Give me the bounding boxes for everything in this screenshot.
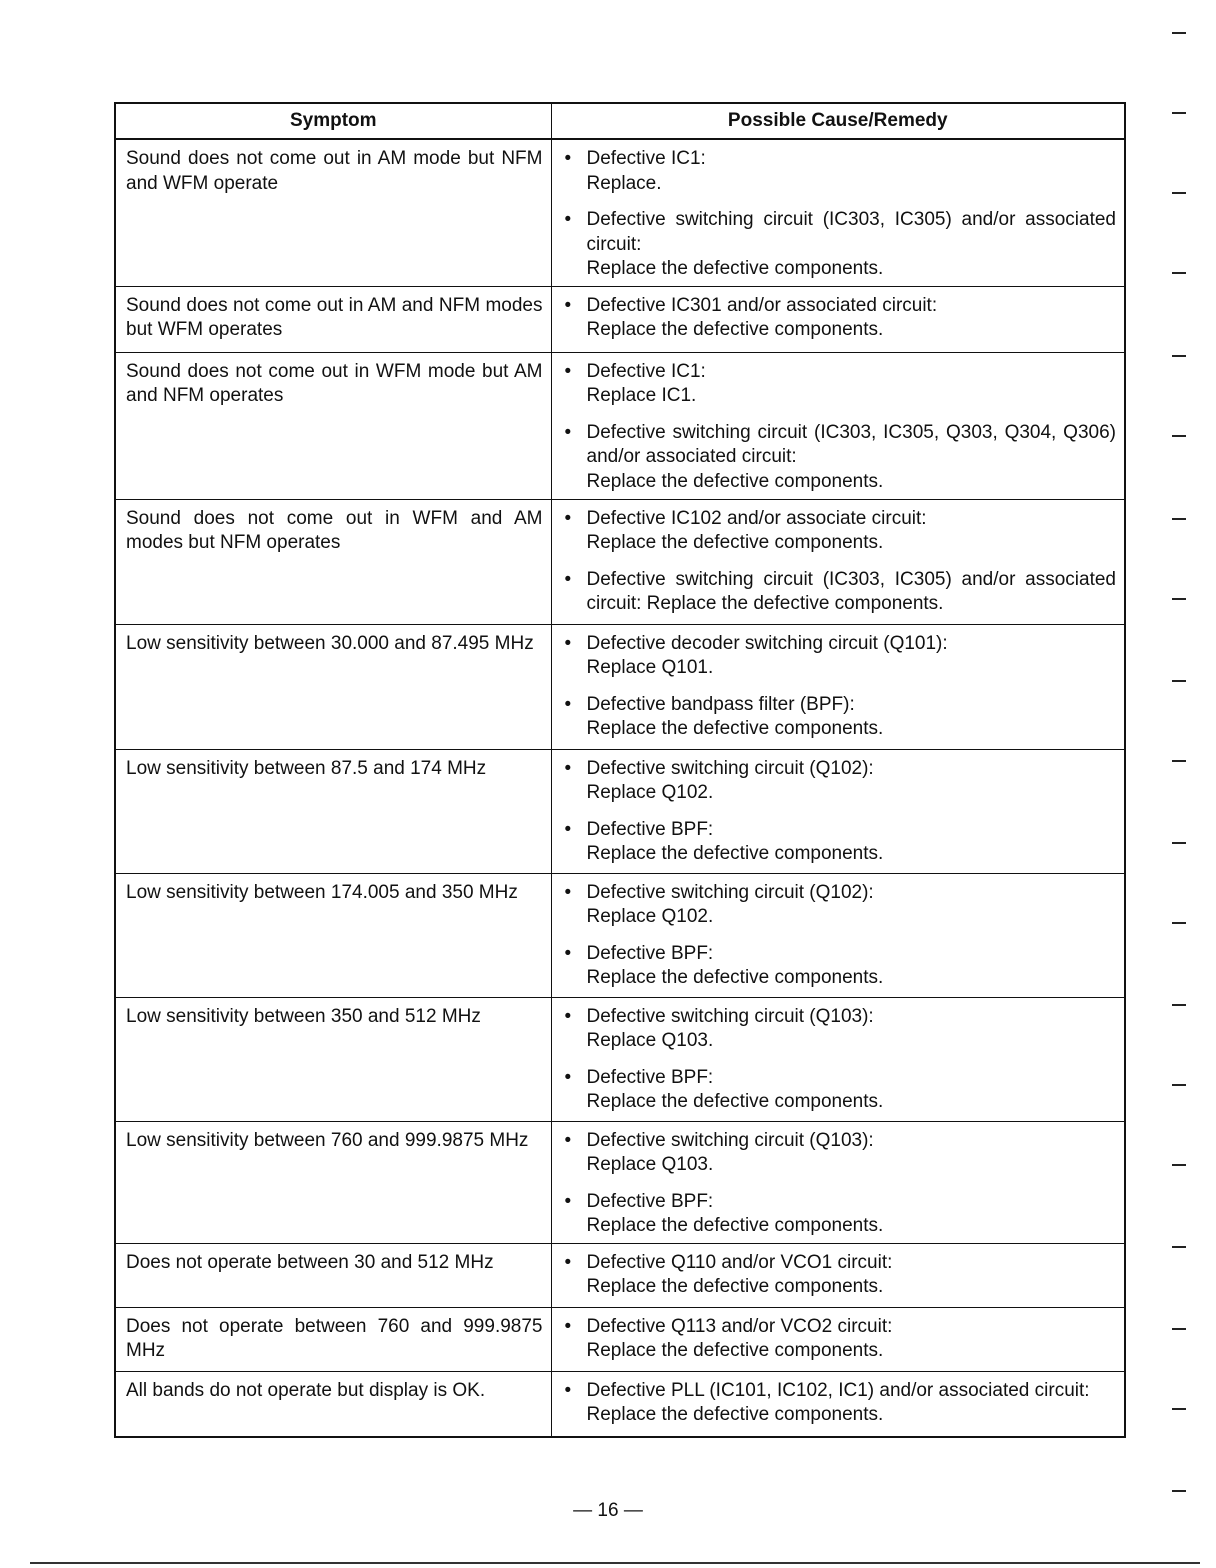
cause-item [562,1066,1117,1115]
margin-tick [1172,680,1186,682]
margin-tick [1172,1084,1186,1086]
bullet-icon: • [564,818,572,840]
remedy-text: Replace the defective components. [586,1215,884,1236]
remedy-text: Replace Q103. [586,1030,714,1051]
cause-item [562,421,1117,495]
bullet-icon: • [564,1190,572,1212]
margin-tick [1172,1408,1186,1410]
margin-tick [1172,1490,1186,1492]
symptom-cell: Low sensitivity between 30.000 and 87.495 MHz [115,624,551,749]
table-row [115,624,1125,749]
table-row [115,352,1125,499]
cause-item [562,360,1117,409]
remedy-text: Replace Q102. [586,782,714,803]
symptom-cell: Low sensitivity between 350 and 512 MHz [115,997,551,1121]
table-row [115,499,1125,624]
cause-cell [551,139,1125,286]
cause-list [562,294,1117,343]
symptom-cell: Sound does not come out in WFM mode but AM and NFM operates [115,352,551,499]
bullet-icon: • [564,1066,572,1088]
symptom-column-header: Symptom [115,103,551,139]
bullet-icon: • [564,632,572,654]
cause-item [562,1251,1117,1300]
cause-item [562,1315,1117,1364]
remedy-text: Replace. [586,172,662,194]
table-row [115,1371,1125,1437]
cause-text: Defective bandpass filter (BPF): [586,693,855,715]
cause-text: Defective decoder switching circuit (Q101): [586,632,948,654]
margin-tick [1172,1328,1186,1330]
bullet-icon: • [564,421,572,443]
cause-cell [551,499,1125,624]
bullet-icon: • [564,693,572,715]
cause-cell [551,1243,1125,1307]
cause-text: Defective IC1: [586,360,706,382]
table-row [115,139,1125,286]
cause-item [562,632,1117,681]
table-row [115,1307,1125,1371]
cause-text: Defective Q110 and/or VCO1 circuit: [586,1251,893,1273]
symptom-cell: Sound does not come out in AM mode but NFM and WFM operate [115,139,551,286]
table-header-row [115,103,1125,139]
cause-text: Defective switching circuit (IC303, IC305, Q303, Q304, Q306) and/or associated circuit: [586,421,1116,467]
cause-text: Defective Q113 and/or VCO2 circuit: [586,1315,893,1337]
table-row [115,749,1125,873]
cause-item [562,1129,1117,1178]
margin-tick [1172,518,1186,520]
margin-tick [1172,112,1186,114]
troubleshooting-table [114,102,1126,1438]
cause-item [562,881,1117,930]
remedy-text: Replace Q103. [586,1154,714,1175]
cause-list [562,632,1117,742]
bullet-icon: • [564,757,572,779]
margin-tick [1172,32,1186,34]
bullet-icon: • [564,1005,572,1027]
cause-text: Defective IC1: [586,148,706,169]
remedy-text: Replace the defective components. [586,319,884,340]
symptom-cell: Sound does not come out in WFM and AM modes but NFM operates [115,499,551,624]
cause-list [562,1129,1117,1239]
symptom-cell: Low sensitivity between 174.005 and 350 MHz [115,873,551,997]
bullet-icon: • [564,148,572,169]
remedy-text: Replace the defective components. [586,1340,884,1361]
cause-list [562,1379,1117,1428]
cause-list [562,360,1117,495]
cause-list [562,881,1117,991]
bullet-icon: • [564,507,572,529]
remedy-text: Replace the defective components. [586,1404,884,1425]
margin-tick [1172,272,1186,274]
cause-text: Defective switching circuit (IC303, IC305) and/or associated circuit: Replace the defective components. [586,568,1116,614]
remedy-text: Replace IC1. [586,385,697,406]
symptom-cell: Sound does not come out in AM and NFM modes but WFM operates [115,286,551,352]
cause-text: Defective BPF: [586,1190,714,1212]
remedy-text: Replace the defective components. [586,843,884,864]
cause-item [562,942,1117,991]
cause-text: Defective switching circuit (Q103): [586,1129,874,1151]
margin-tick [1172,1246,1186,1248]
cause-text: Defective switching circuit (IC303, IC305) and/or associated circuit: [586,209,1116,255]
cause-text: Defective switching circuit (Q102): [586,757,874,779]
cause-item [562,1190,1117,1239]
cause-list [562,1315,1117,1364]
cause-cell [551,624,1125,749]
remedy-text: Replace the defective components. [586,258,884,279]
table-body [115,139,1125,1437]
margin-tick [1172,192,1186,194]
remedy-text: Replace the defective components. [586,718,884,739]
cause-cell [551,749,1125,873]
bullet-icon: • [564,1315,572,1337]
symptom-cell: All bands do not operate but display is OK. [115,1371,551,1437]
cause-list [562,1005,1117,1115]
cause-text: Defective switching circuit (Q103): [586,1005,874,1027]
remedy-text: Replace the defective components. [586,470,884,492]
remedy-text: Replace the defective components. [586,967,884,988]
remedy-text: Replace the defective components. [586,532,884,553]
cause-text: Defective IC102 and/or associate circuit: [586,507,927,529]
cause-text: Defective IC301 and/or associated circuit: [586,294,938,316]
bullet-icon: • [564,1379,572,1401]
cause-cell [551,352,1125,499]
table-row [115,997,1125,1121]
bullet-icon: • [564,294,572,316]
cause-cell [551,1121,1125,1243]
remedy-text: Replace the defective components. [586,1276,884,1297]
table-row [115,286,1125,352]
bullet-icon: • [564,1251,572,1273]
bottom-rule [30,1562,1200,1564]
margin-tick [1172,842,1186,844]
cause-column-header: Possible Cause/Remedy [551,103,1125,139]
cause-text: Defective BPF: [586,942,714,964]
cause-text: Defective BPF: [586,818,714,840]
remedy-text: Replace the defective components. [586,1091,884,1112]
cause-cell [551,873,1125,997]
cause-item [562,693,1117,742]
margin-tick [1172,1004,1186,1006]
margin-tick [1172,355,1186,357]
remedy-text: Replace Q101. [586,657,714,678]
table-row [115,1243,1125,1307]
cause-item [562,568,1117,617]
cause-item [562,507,1117,556]
bullet-icon: • [564,942,572,964]
cause-item [562,294,1117,343]
cause-list [562,1251,1117,1300]
bullet-icon: • [564,360,572,382]
margin-tick [1172,760,1186,762]
cause-cell [551,1371,1125,1437]
margin-tick [1172,435,1186,437]
cause-list [562,507,1117,617]
cause-item [562,757,1117,806]
remedy-text: Replace Q102. [586,906,714,927]
bullet-icon: • [564,1129,572,1151]
cause-list [562,757,1117,867]
margin-tick [1172,1164,1186,1166]
cause-item [562,1379,1117,1428]
table-row [115,1121,1125,1243]
cause-cell [551,286,1125,352]
table-row [115,873,1125,997]
cause-text: Defective BPF: [586,1066,714,1088]
cause-cell [551,997,1125,1121]
cause-text: Defective switching circuit (Q102): [586,881,874,903]
bullet-icon: • [564,881,572,903]
bullet-icon: • [564,209,572,230]
cause-item [562,1005,1117,1054]
symptom-cell: Does not operate between 30 and 512 MHz [115,1243,551,1307]
margin-tick [1172,598,1186,600]
cause-text: Defective PLL (IC101, IC102, IC1) and/or associated circuit: [586,1379,1090,1401]
page-number: — 16 — [573,1500,643,1521]
cause-cell [551,1307,1125,1371]
symptom-cell: Low sensitivity between 760 and 999.9875 MHz [115,1121,551,1243]
cause-list [562,147,1117,282]
bullet-icon: • [564,568,572,590]
symptom-cell: Low sensitivity between 87.5 and 174 MHz [115,749,551,873]
symptom-cell: Does not operate between 760 and 999.9875 MHz [115,1307,551,1371]
cause-item [562,147,1117,196]
cause-item [562,818,1117,867]
cause-item [562,208,1117,282]
margin-tick [1172,922,1186,924]
